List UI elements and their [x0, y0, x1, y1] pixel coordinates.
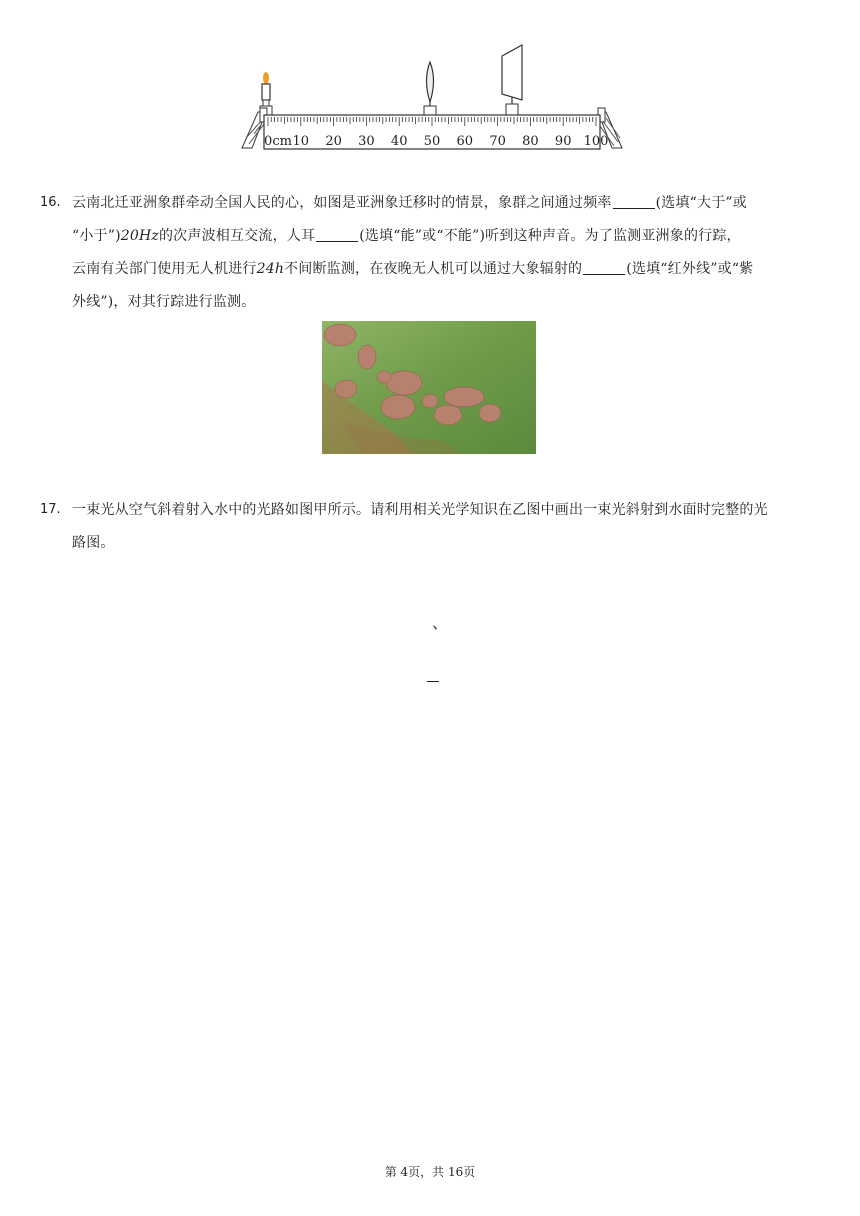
water-surface-line: [427, 681, 439, 682]
ruler-label: 30: [358, 134, 375, 149]
question-16-line-3: [72, 259, 753, 279]
elephant-herd-photo: [322, 321, 536, 454]
ruler-label: 10: [292, 134, 310, 149]
answer-blank-2[interactable]: [316, 227, 358, 242]
q16-text-3a: 云南有关部门使用无人机进行: [72, 261, 257, 277]
ruler-label: 0cm: [264, 134, 292, 149]
question-17-line-2: 路图。: [72, 535, 115, 551]
ruler-label: 90: [554, 134, 572, 149]
q16-text-1a: 云南北迁亚洲象群牵动全国人民的心，如图是亚洲象迁移时的情景，象群之间通过频率: [72, 195, 612, 211]
stray-mark: 、: [432, 613, 449, 632]
q16-math-20hz: 20Hz: [120, 228, 159, 244]
page-footer: 第 4页，共 16页: [384, 1165, 476, 1179]
question-16-line-2: [72, 226, 741, 246]
q16-text-2a: “小于”): [72, 228, 121, 244]
light-screen: [502, 45, 522, 106]
ruler-label: 60: [456, 134, 474, 149]
question-16-line-1: [72, 193, 747, 213]
q16-math-24h: 24h: [256, 261, 285, 277]
optical-bench-figure: [236, 42, 628, 154]
ruler-label: 50: [423, 134, 441, 149]
ruler-label: 20: [325, 134, 342, 149]
q16-text-2c: (选填“能”或“不能”)听到这种声音。为了监测亚洲象的行踪，: [359, 228, 741, 244]
holders: [260, 104, 518, 115]
question-17-line-1: 一束光从空气斜着射入水中的光路如图甲所示。请利用相关光学知识在乙图中画出一束光斜射到水面时完整的光: [72, 502, 768, 518]
question-16-number: 16.: [40, 195, 61, 210]
answer-blank-1[interactable]: [613, 194, 655, 209]
ruler-label: 40: [390, 134, 408, 149]
question-17-number: 17.: [40, 502, 61, 517]
ruler-label: 80: [522, 134, 539, 149]
candle: [262, 72, 270, 110]
answer-blank-3[interactable]: [583, 260, 625, 275]
q16-text-3c: (选填“红外线”或“紫: [626, 261, 754, 277]
q16-text-1b: (选填“大于”或: [655, 195, 747, 211]
q16-text-2b: 的次声波相互交流，人耳: [158, 228, 316, 244]
ruler-label: 70: [489, 134, 506, 149]
question-16-line-4: 外线”)，对其行踪进行监测。: [72, 294, 256, 310]
ruler-label: 100: [583, 134, 609, 149]
convex-lens: [427, 62, 434, 108]
q16-text-3b: 不间断监测，在夜晚无人机可以通过大象辐射的: [284, 261, 583, 277]
